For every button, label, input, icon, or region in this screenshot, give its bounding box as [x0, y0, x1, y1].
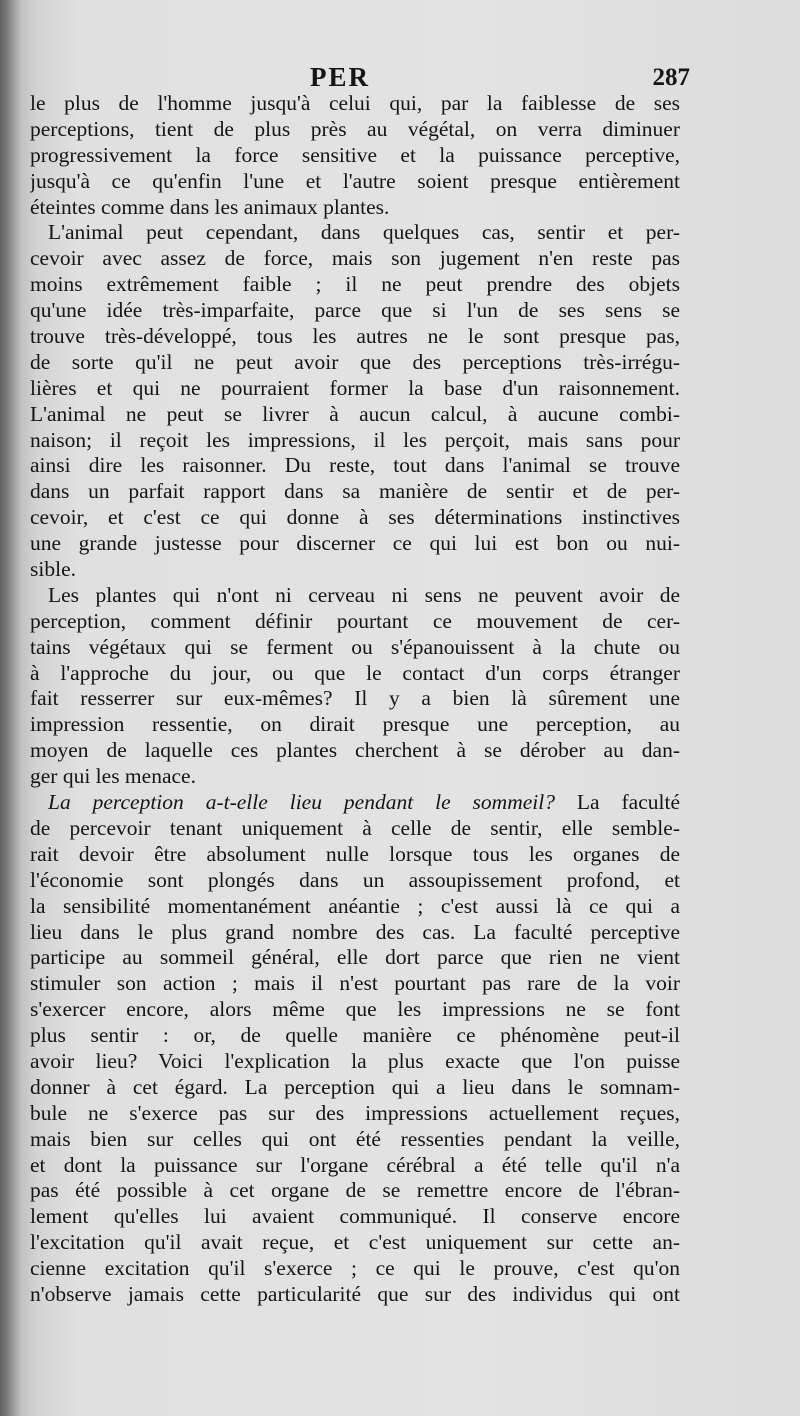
text-line: de sorte qu'il ne peut avoir que des perceptions très-irrégu-	[30, 349, 680, 374]
text-line: l'économie sont plongés dans un assoupissement profond, et	[30, 867, 680, 892]
text-line: mais bien sur celles qui ont été ressenties pendant la veille,	[30, 1126, 680, 1151]
text-line: lieu dans le plus grand nombre des cas. La faculté perceptive	[30, 919, 680, 944]
body-text	[30, 91, 680, 1308]
text-line: et dont la puissance sur l'organe cérébral a été telle qu'il n'a	[30, 1152, 680, 1177]
text-line: l'excitation qu'il avait reçue, et c'est uniquement sur cette an-	[30, 1230, 680, 1255]
text-line: Les plantes qui n'ont ni cerveau ni sens ne peuvent avoir de	[48, 582, 680, 607]
text-line: la sensibilité momentanément anéantie ; c'est aussi là ce qui a	[30, 893, 680, 918]
text-line: ainsi dire les raisonner. Du reste, tout dans l'animal se trouve	[30, 453, 680, 478]
text-line: participe au sommeil général, elle dort parce que rien ne vient	[30, 945, 680, 970]
text-line: avoir lieu? Voici l'explication la plus exacte que l'on puisse	[30, 1048, 680, 1073]
text-line: fait resserrer sur eux-mêmes? Il y a bien là sûrement une	[30, 686, 680, 711]
text-line: perceptions, tient de plus près au végétal, on verra diminuer	[30, 116, 680, 141]
text-line: impression ressentie, on dirait presque une perception, au	[30, 712, 680, 737]
text-line: stimuler son action ; mais il n'est pourtant pas rare de la voir	[30, 971, 680, 996]
text-line: à l'approche du jour, ou que le contact d'un corps étranger	[30, 660, 680, 685]
text-line: L'animal ne peut se livrer à aucun calcul, à aucune combi-	[30, 401, 680, 426]
text-line: qu'une idée très-imparfaite, parce que si l'un de ses sens se	[30, 298, 680, 323]
text-line: trouve très-développé, tous les autres ne le sont presque pas,	[30, 324, 680, 349]
text-line: L'animal peut cependant, dans quelques cas, sentir et per-	[48, 220, 680, 245]
text-line: bule ne s'exerce pas sur des impressions actuellement reçues,	[30, 1100, 680, 1125]
text-line: naison; il reçoit les impressions, il les perçoit, mais sans pour	[30, 427, 680, 452]
text-line: s'exercer encore, alors même que les impressions ne se font	[30, 997, 680, 1022]
page-number: 287	[652, 64, 690, 91]
text-line: de percevoir tenant uniquement à celle de sentir, elle semble-	[30, 815, 680, 840]
text-line: progressivement la force sensitive et la puissance perceptive,	[30, 142, 680, 167]
running-head: PER	[310, 62, 370, 92]
text-line: lement qu'elles lui avaient communiqué. Il conserve encore	[30, 1204, 680, 1229]
text-line: ger qui les menace.	[30, 764, 196, 789]
text-line: lières et qui ne pourraient former la base d'un raisonnement.	[30, 375, 680, 400]
text-line: moins extrêmement faible ; il ne peut prendre des objets	[30, 272, 680, 297]
text-line: donner à cet égard. La perception qui a lieu dans le somnam-	[30, 1074, 680, 1099]
text-line: pas été possible à cet organe de se remettre encore de l'ébran-	[30, 1178, 680, 1203]
text-line: cevoir, et c'est ce qui donne à ses déterminations instinctives	[30, 505, 680, 530]
text-run: La faculté	[554, 790, 680, 815]
text-line: perception, comment définir pourtant ce mouvement de cer-	[30, 608, 680, 633]
text-line: le plus de l'homme jusqu'à celui qui, par la faiblesse de ses	[30, 91, 680, 115]
italic-question: La perception a-t-elle lieu pendant le sommeil?	[48, 790, 555, 815]
text-line: n'observe jamais cette particularité que sur des individus qui ont	[30, 1281, 680, 1306]
text-line: jusqu'à ce qu'enfin l'une et l'autre soient presque entièrement	[30, 168, 680, 193]
text-line: cienne excitation qu'il s'exerce ; ce qui le prouve, c'est qu'on	[30, 1256, 680, 1281]
text-line: éteintes comme dans les animaux plantes.	[30, 194, 390, 219]
text-line: moyen de laquelle ces plantes cherchent à se dérober au dan-	[30, 738, 680, 763]
text-line-italic-heading	[30, 790, 680, 816]
text-line: rait devoir être absolument nulle lorsque tous les organes de	[30, 841, 680, 866]
text-line: plus sentir : or, de quelle manière ce phénomène peut-il	[30, 1023, 680, 1048]
text-line: une grande justesse pour discerner ce qui lui est bon ou nui-	[30, 531, 680, 556]
binding-shadow	[0, 0, 22, 1416]
text-line: dans un parfait rapport dans sa manière de sentir et de per-	[30, 479, 680, 504]
text-line: cevoir avec assez de force, mais son jugement n'en reste pas	[30, 246, 680, 271]
text-line: sible.	[30, 557, 76, 582]
text-line: tains végétaux qui se ferment ou s'épanouissent à la chute ou	[30, 634, 680, 659]
